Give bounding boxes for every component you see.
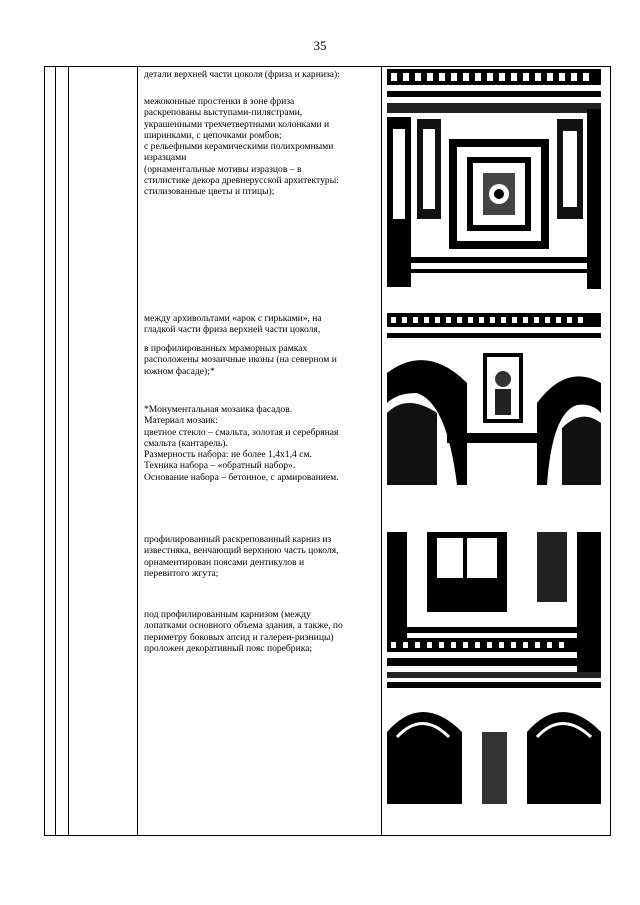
text-line: Техника набора – «обратный набор».: [144, 460, 296, 472]
page-number: 35: [313, 38, 327, 53]
column-divider: [137, 67, 138, 835]
text-line: украшенными трехчетвертными колонками и: [144, 118, 330, 130]
text-line: стилистике декора древнерусской архитектуры:: [144, 175, 339, 187]
text-block-mosaic-icons: [144, 343, 380, 377]
text-line: стилизованные цветы и птицы);: [144, 186, 275, 198]
text-line: межоконные простенки в зоне фриза: [144, 96, 295, 107]
text-line: в профилированных мраморных рамках: [144, 343, 308, 354]
text-block-poreberik: [144, 609, 380, 654]
text-block-cokol-details: [144, 69, 380, 80]
text-line: перевитого жгута;: [144, 567, 219, 579]
text-block-mosaic-notes: [144, 404, 380, 483]
text-line: (орнаментальные мотивы изразцов – в: [144, 163, 302, 175]
text-line: периметру боковых апсид и галереи-ризницы): [144, 631, 334, 643]
text-line: между архивольтами «арок с гирьками», на: [144, 313, 322, 324]
text-line: смальта (кантарель).: [144, 437, 228, 449]
column-divider: [55, 67, 56, 835]
text-line: Основание набора – бетонное, с армированием.: [144, 471, 339, 483]
text-line: гладкой части фриза верхней части цоколя,: [144, 324, 321, 336]
text-line: профилированный раскрепованный карниз из: [144, 534, 332, 545]
text-block-archivolts: [144, 313, 380, 336]
text-line: проложен декоративный пояс поребрика;: [144, 642, 313, 654]
text-line: южном фасаде);*: [144, 365, 215, 377]
text-line: расположены мозаичные иконы (на северном и: [144, 354, 337, 366]
text-line: *Монументальная мозаика фасадов.: [144, 404, 293, 415]
text-line: изразцами: [144, 152, 187, 164]
text-block-cornice: [144, 534, 380, 579]
text-line: лопатками основного объема здания, а также, по: [144, 620, 343, 632]
column-divider: [68, 67, 69, 835]
text-line: раскрепованы выступами-пилястрами,: [144, 107, 303, 119]
facade-frieze-photo: [387, 69, 601, 289]
column-divider: [381, 67, 382, 835]
text-line: детали верхней части цоколя (фриза и карниза):: [144, 69, 340, 80]
cornice-poreberik-photo: [387, 532, 601, 804]
text-line: Размерность набора: не более 1,4х1,4 см.: [144, 449, 312, 461]
text-line: известняка, венчающий верхнюю часть цоколя,: [144, 545, 339, 557]
text-line: под профилированным карнизом (между: [144, 609, 311, 620]
arches-mosaic-icon-photo: [387, 313, 601, 485]
text-line: цветное стекло – смальта, золотая и серебряная: [144, 426, 339, 438]
text-line: с рельефными керамическими полихромными: [144, 141, 334, 153]
text-line: ширинками, с цепочками ромбов;: [144, 129, 282, 141]
text-block-frieze-piers: [144, 96, 380, 198]
text-line: орнаментирован поясами дентикулов и: [144, 556, 305, 568]
text-line: Материал мозаик:: [144, 415, 218, 427]
